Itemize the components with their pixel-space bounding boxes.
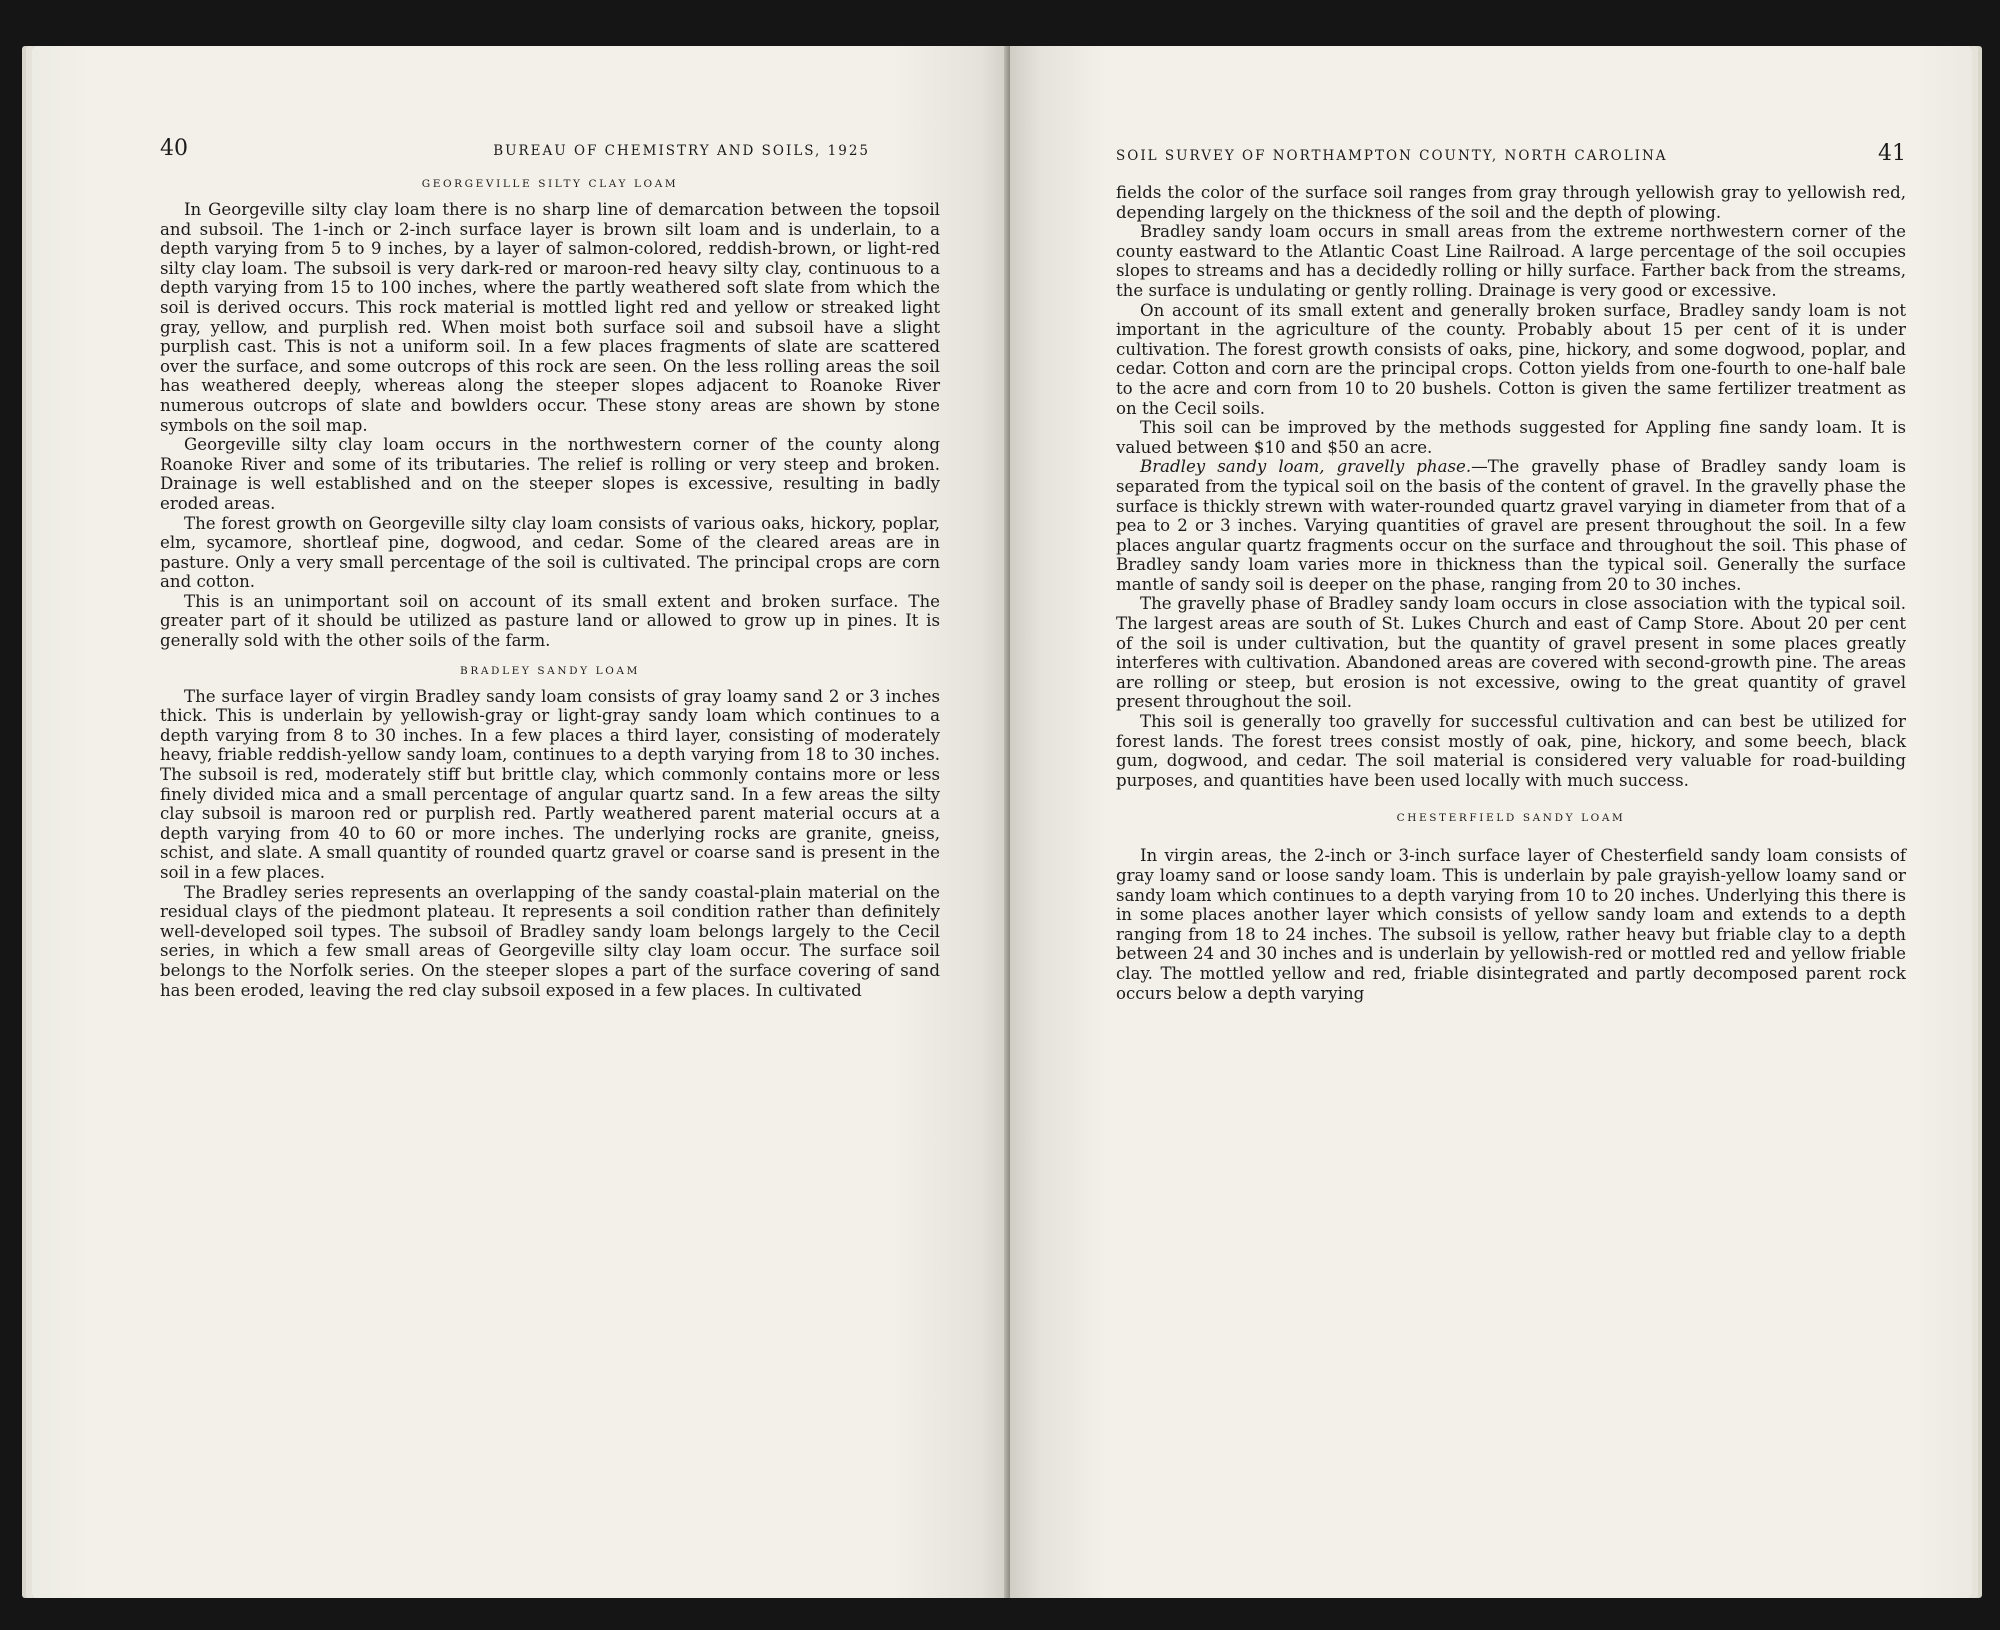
- paragraph: The Bradley series represents an overlapping of the sandy coastal-plain material on the residual clays of the piedmont plateau. It represents a soil condition rather than definitely well-developed soil types. The subsoil of Bradley sandy loam belongs largely to the Cecil series, in which a few small areas of Georgeville silty clay loam occur. The surface soil belongs to the Norfolk series. On the steeper slopes a part of the surface covering of sand has been eroded, leaving the red clay subsoil exposed in a few places. In cultivated: [160, 882, 940, 1000]
- paragraph: The surface layer of virgin Bradley sandy loam consists of gray loamy sand 2 or 3 inches thick. This is underlain by yellowish-gray or light-gray sandy loam which continues to a depth varying from 8 to 30 inches. In a few places a third layer, consisting of moderately heavy, friable reddish-yellow sandy loam, continues to a depth varying from 18 to 30 inches. The subsoil is red, moderately stiff but brittle clay, which commonly contains more or less finely divided mica and a small percentage of angular quartz sand. In a few areas the silty clay subsoil is maroon red or purplish red. Partly weathered parent material occurs at a depth varying from 40 to 60 or more inches. The underlying rocks are granite, gneiss, schist, and slate. A small quantity of rounded quartz gravel or coarse sand is present in the soil in a few places.: [160, 686, 940, 882]
- phase-description: —The gravelly phase of Bradley sandy loam is separated from the typical soil on the basis of the content of gravel. In the gravelly phase the surface is thickly strewn with water-rounded quartz gravel varying in diameter from that of a pea to 2 or 3 inches. Varying quantities of gravel are present throughout the soil. In a few places angular quartz fragments occur on the surface and throughout the soil. This phase of Bradley sandy loam varies more in thickness than the typical soil. Generally the surface mantle of sandy soil is deeper on the phase, ranging from 20 to 30 inches.: [1116, 457, 1906, 594]
- paragraph: On account of its small extent and generally broken surface, Bradley sandy loam is not important in the agriculture of the county. Probably about 15 per cent of it is under cultivation. The forest growth consists of oaks, pine, hickory, and some dogwood, poplar, and cedar. Cotton and corn are the principal crops. Cotton yields from one-fourth to one-half bale to the acre and corn from 10 to 20 bushels. Cotton is given the same fertilizer treatment as on the Cecil soils.: [1116, 300, 1906, 418]
- open-book: [20, 26, 1982, 1606]
- right-page: [1010, 46, 1972, 1598]
- paragraph: In Georgeville silty clay loam there is no sharp line of demarcation between the topsoil and subsoil. The 1-inch or 2-inch surface layer is brown silt loam and is underlain, to a depth varying from 5 to 9 inches, by a layer of salmon-colored, reddish-brown, or light-red silty clay loam. The subsoil is very dark-red or maroon-red heavy silty clay, continuous to a depth varying from 15 to 100 inches, where the partly weathered soft slate from which the soil is derived occurs. This rock material is mottled light red and yellow or streaked light gray, yellow, and purplish red. When moist both surface soil and subsoil have a slight purplish cast. This is not a uniform soil. In a few places fragments of slate are scattered over the surface, and some outcrops of this rock are seen. On the less rolling areas the soil has weathered deeply, whereas along the steeper slopes adjacent to Roanoke River numerous outcrops of slate and bowlders occur. These stony areas are shown by stone symbols on the soil map.: [160, 200, 940, 435]
- left-text-column: [160, 136, 940, 1000]
- left-running-head: BUREAU OF CHEMISTRY AND SOILS, 1925: [493, 143, 870, 159]
- paragraph: Georgeville silty clay loam occurs in the northwestern corner of the county along Roanoke River and some of its tributaries. The relief is rolling or very steep and broken. Drainage is well established and on the steeper slopes is excessive, resulting in badly eroded areas.: [160, 435, 940, 513]
- paragraph: Bradley sandy loam occurs in small areas from the extreme northwestern corner of the county eastward to the Atlantic Coast Line Railroad. A large percentage of the soil occupies slopes to streams and has a decidedly rolling or hilly surface. Farther back from the streams, the surface is undulating or gently rolling. Drainage is very good or excessive.: [1116, 222, 1906, 300]
- paragraph: This is an unimportant soil on account of its small extent and broken surface. The greater part of it should be utilized as pasture land or allowed to grow up in pines. It is generally sold with the other soils of the farm.: [160, 591, 940, 651]
- paragraph: fields the color of the surface soil ranges from gray through yellowish gray to yellowish red, depending largely on the thickness of the soil and the depth of plowing.: [1116, 183, 1906, 222]
- left-page-header: [160, 136, 940, 166]
- right-page-header: [1116, 141, 1906, 171]
- right-text-column: [1116, 141, 1906, 1003]
- paragraph: The forest growth on Georgeville silty clay loam consists of various oaks, hickory, poplar, elm, sycamore, shortleaf pine, dogwood, and cedar. Some of the cleared areas are in pasture. Only a very small percentage of the soil is cultivated. The principal crops are corn and cotton.: [160, 513, 940, 592]
- paragraph: This soil can be improved by the methods suggested for Appling fine sandy loam. It is valued between $10 and $50 an acre.: [1116, 418, 1906, 457]
- phase-name: Bradley sandy loam, gravelly phase.: [1140, 457, 1472, 477]
- paragraph: [1116, 457, 1906, 594]
- section-heading-georgeville: GEORGEVILLE SILTY CLAY LOAM: [421, 178, 679, 190]
- section-heading-bradley: BRADLEY SANDY LOAM: [460, 664, 640, 677]
- paragraph: The gravelly phase of Bradley sandy loam occurs in close association with the typical soil. The largest areas are south of St. Lukes Church and east of Camp Store. About 20 per cent of the soil is under cultivation, but the quantity of gravel present in some places greatly interferes with cultivation. Abandoned areas are covered with second-growth pine. The areas are rolling or steep, but erosion is not excessive, owing to the great quantity of gravel present throughout the soil.: [1116, 594, 1906, 712]
- paragraph: This soil is generally too gravelly for successful cultivation and can best be utilized for forest lands. The forest trees consist mostly of oak, pine, hickory, and some beech, black gum, dogwood, and cedar. The soil material is considered very valuable for road-building purposes, and quantities have been used locally with much success.: [1116, 712, 1906, 790]
- left-page: [32, 46, 1010, 1598]
- left-page-number: 40: [160, 136, 188, 161]
- section-heading-chesterfield: CHESTERFIELD SANDY LOAM: [1396, 812, 1626, 825]
- right-running-head: SOIL SURVEY OF NORTHAMPTON COUNTY, NORTH CAROLINA: [1116, 148, 1668, 164]
- right-page-number: 41: [1878, 141, 1906, 166]
- paragraph: In virgin areas, the 2-inch or 3-inch surface layer of Chesterfield sandy loam consists of gray loamy sand or loose sandy loam. This is underlain by pale grayish-yellow loamy sand or sandy loam which continues to a depth varying from 10 to 20 inches. Underlying this there is in some places another layer which consists of yellow sandy loam and extends to a depth ranging from 18 to 24 inches. The subsoil is yellow, rather heavy but friable clay to a depth between 24 and 30 inches and is underlain by yellowish-red or mottled red and yellow friable clay. The mottled yellow and red, friable disintegrated and partly decomposed parent rock occurs below a depth varying: [1116, 846, 1906, 1003]
